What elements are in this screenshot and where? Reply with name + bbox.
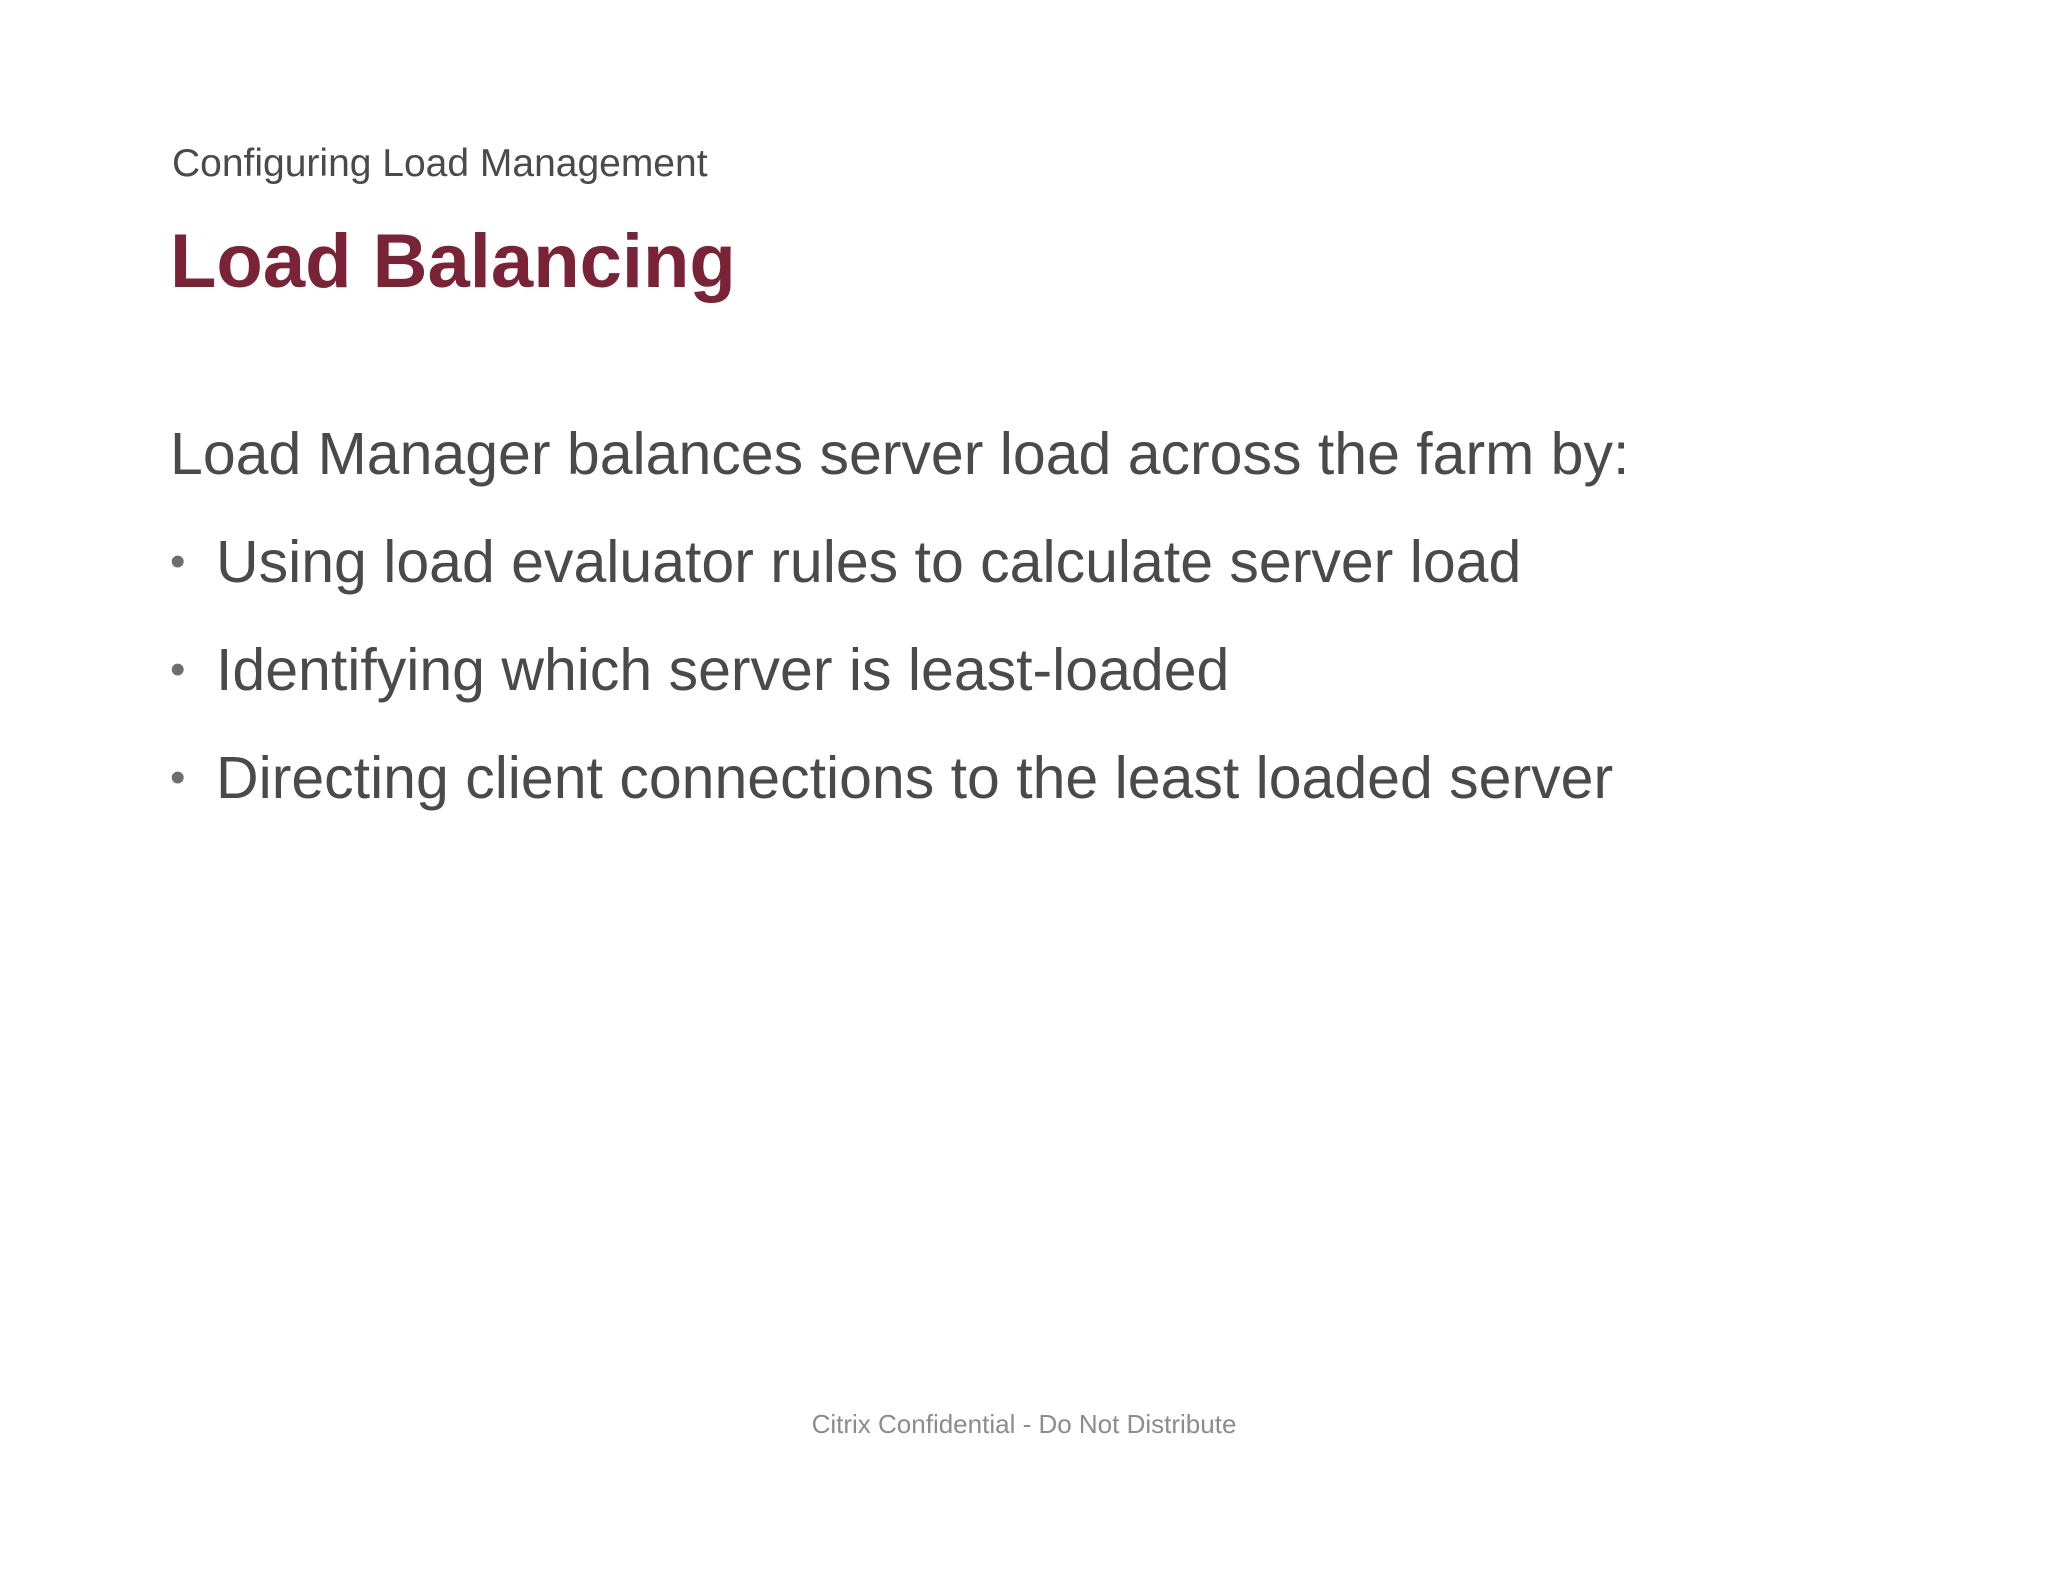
bullet-dot-icon: • [170,645,186,694]
slide-title: Load Balancing [170,219,736,304]
bullet-dot-icon: • [170,753,186,802]
section-label: Configuring Load Management [172,142,708,185]
bullet-text: Identifying which server is least-loaded [216,637,1230,703]
intro-text: Load Manager balances server load across the farm by: [170,421,1630,487]
bullet-dot-icon: • [170,537,186,586]
bullet-text: Directing client connections to the least loaded server [216,745,1614,811]
footer-confidential: Citrix Confidential - Do Not Distribute [811,1409,1237,1439]
bullet-text: Using load evaluator rules to calculate server load [216,529,1522,595]
